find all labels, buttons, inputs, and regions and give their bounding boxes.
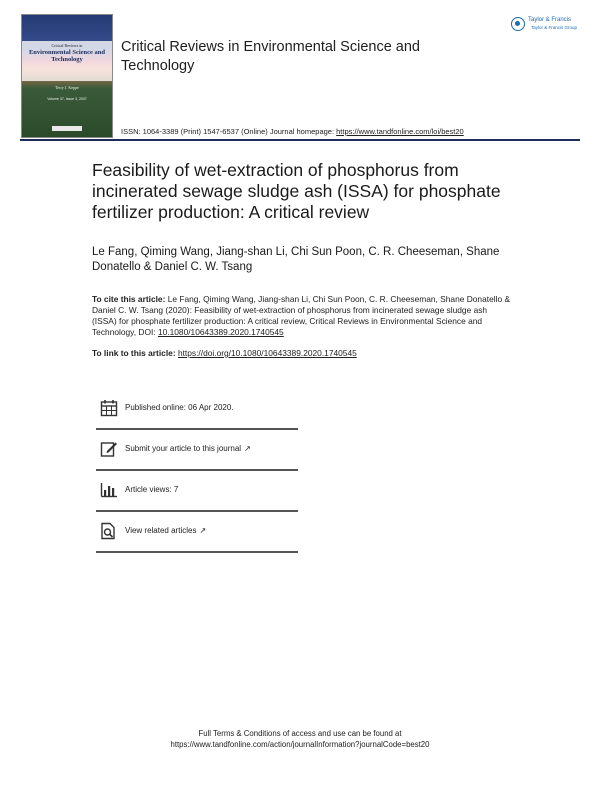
edit-icon bbox=[100, 440, 118, 458]
article-doi-link[interactable]: https://doi.org/10.1080/10643389.2020.1740545 bbox=[177, 348, 357, 358]
footer bbox=[0, 728, 600, 750]
header-divider bbox=[20, 139, 580, 141]
journal-cover-image bbox=[21, 14, 113, 138]
submit-article-label: Submit your article to this journal bbox=[125, 444, 242, 453]
cover-title: Environmental Science and Technology bbox=[28, 49, 106, 63]
journal-title: Critical Reviews in Environmental Science and Technology bbox=[121, 39, 420, 74]
citation-doi-link[interactable]: 10.1080/10643389.2020.1740545 bbox=[157, 327, 284, 337]
submit-article-link[interactable] bbox=[125, 444, 251, 453]
cover-editor: Terry J. Keppe bbox=[55, 85, 79, 90]
cover-volume: Volume 37, Issue 3, 2007 bbox=[47, 97, 87, 101]
cover-publisher-mark bbox=[52, 126, 82, 131]
external-link-icon: ↗ bbox=[244, 444, 251, 453]
published-date: Published online: 06 Apr 2020. bbox=[125, 403, 234, 412]
related-articles-link[interactable] bbox=[125, 526, 206, 535]
related-articles-icon bbox=[100, 522, 118, 540]
publisher-logo-icon bbox=[511, 17, 525, 31]
journal-homepage-link[interactable]: https://www.tandfonline.com/loi/best20 bbox=[336, 127, 464, 136]
article-views: Article views: 7 bbox=[125, 485, 179, 494]
related-row[interactable] bbox=[96, 511, 298, 552]
publisher-logo[interactable] bbox=[511, 17, 583, 35]
article-link-line bbox=[92, 348, 357, 358]
footer-terms-text: Full Terms & Conditions of access and use can be found at bbox=[198, 729, 402, 738]
views-row bbox=[96, 470, 298, 511]
publisher-logo-subtext: Taylor & Francis Group bbox=[531, 25, 578, 30]
bar-chart-icon bbox=[100, 481, 118, 499]
cover-series: Critical Reviews in bbox=[51, 43, 83, 48]
footer-terms-link[interactable]: https://www.tandfonline.com/action/journalInformation?journalCode=best20 bbox=[170, 740, 430, 749]
submit-row[interactable] bbox=[96, 429, 298, 470]
related-articles-label: View related articles bbox=[125, 526, 197, 535]
citation-block bbox=[92, 294, 512, 338]
article-title: Feasibility of wet-extraction of phosphorus from incinerated sewage sludge ash (ISSA) for phosphate fertilizer production: A critical review bbox=[92, 160, 501, 222]
calendar-icon bbox=[100, 399, 118, 417]
issn-text: ISSN: 1064-3389 (Print) 1547-6537 (Online) Journal homepage: bbox=[121, 127, 337, 136]
citation-label: To cite this article: bbox=[92, 294, 166, 304]
article-authors: Le Fang, Qiming Wang, Jiang-shan Li, Chi Sun Poon, C. R. Cheeseman, Shane Donatello & Daniel C. W. Tsang bbox=[92, 246, 500, 273]
published-row bbox=[96, 388, 298, 429]
article-link-label: To link to this article: bbox=[92, 348, 178, 358]
external-link-icon: ↗ bbox=[199, 526, 207, 535]
citation-text: Le Fang, Qiming Wang, Jiang-shan Li, Chi Sun Poon, C. R. Cheeseman, Shane Donatello & Daniel C. W. Tsang (2020): Feasibility of wet-extraction of phosphorus from incinerated sewage sludge ash (ISSA) for phosphate fertilizer production: A critical review, Critical Reviews in Environmental Science and Technology, DOI: bbox=[92, 294, 511, 337]
issn-line bbox=[121, 127, 464, 136]
publisher-logo-text: Taylor & Francis bbox=[528, 17, 572, 23]
info-divider bbox=[96, 551, 298, 553]
